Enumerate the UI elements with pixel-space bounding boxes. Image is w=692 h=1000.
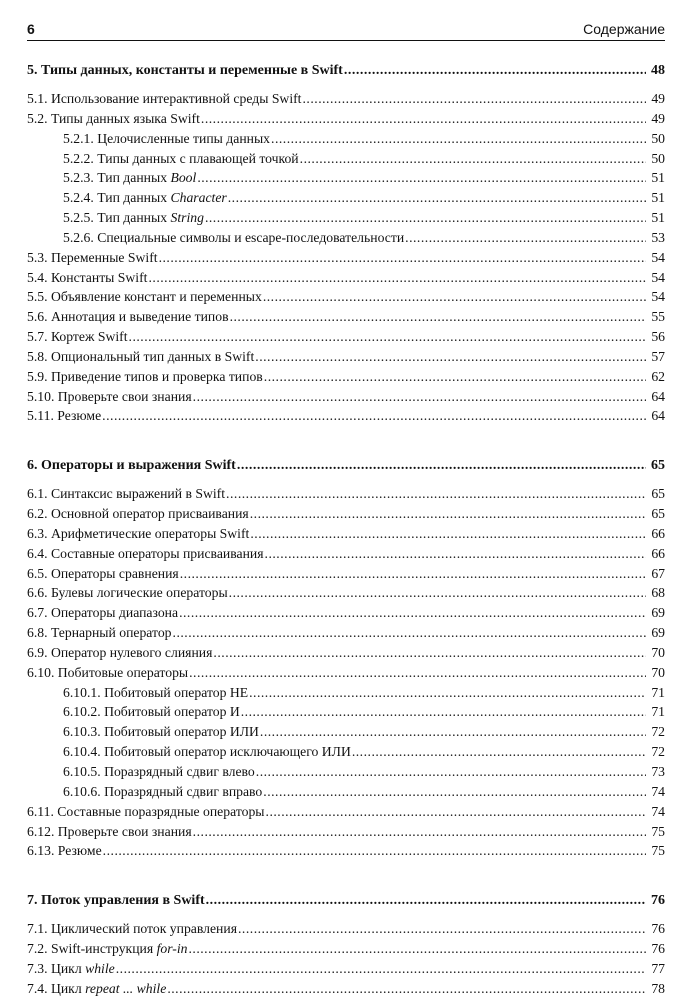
dot-leader bbox=[264, 370, 646, 384]
entry-page: 69 bbox=[651, 605, 665, 621]
chapter-number: 7. bbox=[27, 892, 38, 908]
entry-page: 70 bbox=[651, 664, 665, 680]
entry-page: 51 bbox=[651, 190, 665, 206]
entry-title-italic: for-in bbox=[156, 940, 188, 956]
dot-leader bbox=[256, 765, 646, 779]
entry-title: Синтаксис выражений в Swift bbox=[50, 486, 226, 502]
toc-section-entry bbox=[27, 957, 665, 977]
entry-title: Проверьте свои знания bbox=[57, 823, 192, 839]
entry-number: 6.10.6. bbox=[63, 783, 101, 799]
entry-title: Арифметические операторы Swift bbox=[50, 525, 250, 541]
entry-title: Опциональный тип данных в Swift bbox=[50, 348, 255, 364]
entry-number: 6.9. bbox=[27, 644, 48, 660]
running-title: Содержание bbox=[583, 21, 665, 37]
entry-number: 5.2.4. bbox=[63, 190, 94, 206]
dot-leader bbox=[193, 390, 646, 404]
entry-page: 64 bbox=[651, 388, 665, 404]
entry-number: 5.1. bbox=[27, 90, 48, 106]
entry-number: 7.2. bbox=[27, 940, 48, 956]
entry-number: 5.4. bbox=[27, 269, 48, 285]
entry-number: 6.2. bbox=[27, 506, 48, 522]
dot-leader bbox=[180, 567, 646, 581]
toc-section-entry bbox=[27, 325, 665, 345]
entry-page: 76 bbox=[651, 921, 665, 937]
entry-page: 74 bbox=[651, 803, 665, 819]
dot-leader bbox=[249, 686, 646, 700]
entry-number: 6.12. bbox=[27, 823, 55, 839]
entry-page: 69 bbox=[651, 625, 665, 641]
entry-page: 65 bbox=[651, 506, 665, 522]
entry-page: 72 bbox=[651, 724, 665, 740]
entry-page: 50 bbox=[651, 130, 665, 146]
page-header bbox=[27, 16, 665, 41]
entry-number: 5.11. bbox=[27, 408, 54, 424]
toc-section-entry bbox=[27, 621, 665, 641]
entry-page: 54 bbox=[651, 249, 665, 265]
toc-section-entry bbox=[27, 502, 665, 522]
chapter-heading bbox=[27, 454, 665, 474]
dot-leader bbox=[260, 725, 646, 739]
dot-leader bbox=[300, 152, 646, 166]
dot-leader bbox=[263, 785, 646, 799]
entry-title: Проверьте свои знания bbox=[57, 388, 192, 404]
dot-leader bbox=[237, 459, 646, 473]
entry-page: 49 bbox=[651, 110, 665, 126]
entry-title: Оператор нулевого слияния bbox=[50, 644, 213, 660]
dot-leader bbox=[201, 112, 646, 126]
entry-number: 5.3. bbox=[27, 249, 48, 265]
dot-leader bbox=[226, 487, 646, 501]
dot-leader bbox=[197, 171, 646, 185]
dot-leader bbox=[250, 507, 646, 521]
dot-leader bbox=[228, 191, 646, 205]
dot-leader bbox=[405, 231, 646, 245]
entry-title: Операторы диапазона bbox=[50, 605, 179, 621]
entry-title: Побитовый оператор И bbox=[104, 704, 240, 720]
dot-leader bbox=[148, 271, 646, 285]
toc-section-entry bbox=[27, 265, 665, 285]
dot-leader bbox=[206, 894, 646, 908]
toc-subsection-entry bbox=[27, 780, 665, 800]
entry-number: 7.3. bbox=[27, 960, 48, 976]
dot-leader bbox=[303, 92, 647, 106]
toc-section-entry bbox=[27, 601, 665, 621]
entry-page: 56 bbox=[651, 329, 665, 345]
entry-number: 5.6. bbox=[27, 309, 48, 325]
dot-leader bbox=[238, 922, 646, 936]
entry-title: Побитовый оператор НЕ bbox=[104, 684, 249, 700]
entry-number: 6.10.5. bbox=[63, 763, 101, 779]
entry-number: 6.10.3. bbox=[63, 724, 101, 740]
toc-section-entry bbox=[27, 661, 665, 681]
dot-leader bbox=[250, 527, 646, 541]
entry-page: 76 bbox=[651, 940, 665, 956]
entry-title: Приведение типов и проверка типов bbox=[50, 368, 263, 384]
dot-leader bbox=[189, 666, 646, 680]
chapter-title: Типы данных, константы и переменные в Swift bbox=[41, 62, 343, 78]
dot-leader bbox=[129, 330, 646, 344]
toc-section-entry bbox=[27, 345, 665, 365]
entry-number: 5.2.5. bbox=[63, 210, 94, 226]
entry-page: 70 bbox=[651, 644, 665, 660]
entry-number: 5.10. bbox=[27, 388, 55, 404]
toc-section-entry bbox=[27, 246, 665, 266]
entry-title: Цикл bbox=[50, 960, 86, 976]
dot-leader bbox=[213, 646, 646, 660]
entry-page: 62 bbox=[651, 368, 665, 384]
entry-title: Типы данных языка Swift bbox=[50, 110, 200, 126]
entry-title: Кортеж Swift bbox=[50, 329, 128, 345]
toc-section-entry bbox=[27, 937, 665, 957]
entry-page: 78 bbox=[651, 980, 665, 996]
chapter-title: Операторы и выражения Swift bbox=[41, 458, 236, 474]
entry-title: Тип данных bbox=[97, 170, 171, 186]
entry-title: Тип данных bbox=[97, 190, 171, 206]
toc-section-entry bbox=[27, 819, 665, 839]
entry-title: Типы данных с плавающей точкой bbox=[97, 150, 299, 166]
toc-section-entry bbox=[27, 561, 665, 581]
entry-title: Переменные Swift bbox=[50, 249, 158, 265]
dot-leader bbox=[193, 825, 646, 839]
toc-subsection-entry bbox=[27, 700, 665, 720]
toc-section-entry bbox=[27, 404, 665, 424]
entry-title: Объявление констант и переменных bbox=[50, 289, 262, 305]
entry-number: 5.5. bbox=[27, 289, 48, 305]
entry-title: Булевы логические операторы bbox=[50, 585, 228, 601]
dot-leader bbox=[159, 251, 646, 265]
toc-section-entry bbox=[27, 285, 665, 305]
dot-leader bbox=[352, 745, 646, 759]
entry-page: 50 bbox=[651, 150, 665, 166]
entry-number: 6.3. bbox=[27, 525, 48, 541]
toc-subsection-entry bbox=[27, 146, 665, 166]
entry-title-italic: String bbox=[170, 210, 204, 226]
entry-page: 77 bbox=[651, 960, 665, 976]
entry-title: Поразрядный сдвиг вправо bbox=[104, 783, 263, 799]
entry-title: Поразрядный сдвиг влево bbox=[104, 763, 255, 779]
entry-number: 6.5. bbox=[27, 565, 48, 581]
entry-number: 5.2.1. bbox=[63, 130, 94, 146]
toc-section-entry bbox=[27, 87, 665, 107]
entry-page: 54 bbox=[651, 289, 665, 305]
page-number: 6 bbox=[27, 21, 35, 37]
entry-number: 6.11. bbox=[27, 803, 54, 819]
entry-title: Константы Swift bbox=[50, 269, 148, 285]
toc-subsection-entry bbox=[27, 680, 665, 700]
entry-title: Побитовый оператор исключающего ИЛИ bbox=[104, 744, 351, 760]
entry-title: Swift-инструкция bbox=[50, 940, 157, 956]
entry-page: 74 bbox=[651, 783, 665, 799]
entry-title: Тернарный оператор bbox=[50, 625, 172, 641]
toc-subsection-entry bbox=[27, 166, 665, 186]
dot-leader bbox=[230, 310, 646, 324]
dot-leader bbox=[102, 409, 646, 423]
entry-page: 72 bbox=[651, 744, 665, 760]
entry-title: Побитовый оператор ИЛИ bbox=[104, 724, 259, 740]
entry-title: Побитовые операторы bbox=[57, 664, 189, 680]
toc-section-entry bbox=[27, 522, 665, 542]
dot-leader bbox=[116, 962, 646, 976]
entry-page: 66 bbox=[651, 525, 665, 541]
entry-page: 71 bbox=[651, 684, 665, 700]
entry-title: Резюме bbox=[57, 843, 102, 859]
entry-number: 5.9. bbox=[27, 368, 48, 384]
toc-section-entry bbox=[27, 107, 665, 127]
dot-leader bbox=[265, 547, 646, 561]
dot-leader bbox=[179, 606, 646, 620]
dot-leader bbox=[188, 942, 646, 956]
entry-page: 68 bbox=[651, 585, 665, 601]
chapter-heading bbox=[27, 889, 665, 909]
dot-leader bbox=[241, 705, 646, 719]
entry-number: 6.7. bbox=[27, 605, 48, 621]
entry-title: Цикл bbox=[50, 980, 86, 996]
entry-number: 6.10.2. bbox=[63, 704, 101, 720]
entry-number: 6.1. bbox=[27, 486, 48, 502]
dot-leader bbox=[173, 626, 646, 640]
entry-page: 65 bbox=[651, 486, 665, 502]
entry-number: 6.10.1. bbox=[63, 684, 101, 700]
toc-section-entry bbox=[27, 641, 665, 661]
entry-number: 7.1. bbox=[27, 921, 48, 937]
entry-number: 5.2.6. bbox=[63, 229, 94, 245]
entry-page: 71 bbox=[651, 704, 665, 720]
entry-number: 5.2. bbox=[27, 110, 48, 126]
entry-page: 66 bbox=[651, 545, 665, 561]
entry-title: Составные поразрядные операторы bbox=[57, 803, 265, 819]
entry-number: 6.13. bbox=[27, 843, 55, 859]
entry-page: 54 bbox=[651, 269, 665, 285]
entry-title: Циклический поток управления bbox=[50, 921, 237, 937]
dot-leader bbox=[205, 211, 646, 225]
toc-section-entry bbox=[27, 917, 665, 937]
dot-leader bbox=[255, 350, 646, 364]
entry-page: 55 bbox=[651, 309, 665, 325]
toc-section-entry bbox=[27, 482, 665, 502]
entry-page: 67 bbox=[651, 565, 665, 581]
entry-number: 5.8. bbox=[27, 348, 48, 364]
toc-subsection-entry bbox=[27, 206, 665, 226]
entry-number: 6.10. bbox=[27, 664, 55, 680]
entry-title: Основной оператор присваивания bbox=[50, 506, 249, 522]
toc-subsection-entry bbox=[27, 740, 665, 760]
toc-section-entry bbox=[27, 385, 665, 405]
toc-section-entry bbox=[27, 542, 665, 562]
dot-leader bbox=[229, 586, 646, 600]
entry-page: 51 bbox=[651, 170, 665, 186]
entry-title: Резюме bbox=[57, 408, 102, 424]
entry-number: 5.2.2. bbox=[63, 150, 94, 166]
entry-title-italic: while bbox=[85, 960, 115, 976]
dot-leader bbox=[103, 844, 646, 858]
entry-title-italic: Character bbox=[170, 190, 227, 206]
entry-title: Специальные символы и escape-последовательности bbox=[97, 229, 405, 245]
entry-page: 49 bbox=[651, 90, 665, 106]
toc-subsection-entry bbox=[27, 720, 665, 740]
entry-title: Операторы сравнения bbox=[50, 565, 179, 581]
entry-number: 6.6. bbox=[27, 585, 48, 601]
entry-title: Аннотация и выведение типов bbox=[50, 309, 229, 325]
toc-section-entry bbox=[27, 305, 665, 325]
dot-leader bbox=[263, 290, 646, 304]
table-of-contents bbox=[27, 59, 665, 996]
toc-subsection-entry bbox=[27, 127, 665, 147]
dot-leader bbox=[271, 132, 646, 146]
entry-page: 64 bbox=[651, 408, 665, 424]
entry-title: Тип данных bbox=[97, 210, 171, 226]
toc-section-entry bbox=[27, 976, 665, 996]
chapter-page: 48 bbox=[651, 62, 665, 78]
entry-page: 75 bbox=[651, 843, 665, 859]
entry-number: 5.7. bbox=[27, 329, 48, 345]
toc-section-entry bbox=[27, 800, 665, 820]
toc-section-entry bbox=[27, 581, 665, 601]
dot-leader bbox=[167, 982, 646, 996]
entry-number: 6.4. bbox=[27, 545, 48, 561]
entry-number: 6.8. bbox=[27, 625, 48, 641]
entry-page: 73 bbox=[651, 763, 665, 779]
entry-title-italic: repeat ... while bbox=[85, 980, 167, 996]
entry-page: 53 bbox=[651, 229, 665, 245]
chapter-title: Поток управления в Swift bbox=[41, 892, 205, 908]
chapter-page: 76 bbox=[651, 892, 665, 908]
dot-leader bbox=[266, 805, 646, 819]
toc-section-entry bbox=[27, 839, 665, 859]
entry-title: Целочисленные типы данных bbox=[97, 130, 271, 146]
chapter-heading bbox=[27, 59, 665, 79]
entry-number: 7.4. bbox=[27, 980, 48, 996]
chapter-number: 5. bbox=[27, 62, 38, 78]
entry-page: 57 bbox=[651, 348, 665, 364]
toc-subsection-entry bbox=[27, 186, 665, 206]
entry-page: 51 bbox=[651, 210, 665, 226]
entry-title-italic: Bool bbox=[170, 170, 197, 186]
dot-leader bbox=[344, 64, 646, 78]
entry-number: 6.10.4. bbox=[63, 744, 101, 760]
toc-subsection-entry bbox=[27, 760, 665, 780]
chapter-number: 6. bbox=[27, 458, 38, 474]
toc-subsection-entry bbox=[27, 226, 665, 246]
entry-title: Составные операторы присваивания bbox=[50, 545, 264, 561]
toc-section-entry bbox=[27, 365, 665, 385]
chapter-page: 65 bbox=[651, 458, 665, 474]
entry-page: 75 bbox=[651, 823, 665, 839]
entry-title: Использование интерактивной среды Swift bbox=[50, 90, 302, 106]
entry-number: 5.2.3. bbox=[63, 170, 94, 186]
